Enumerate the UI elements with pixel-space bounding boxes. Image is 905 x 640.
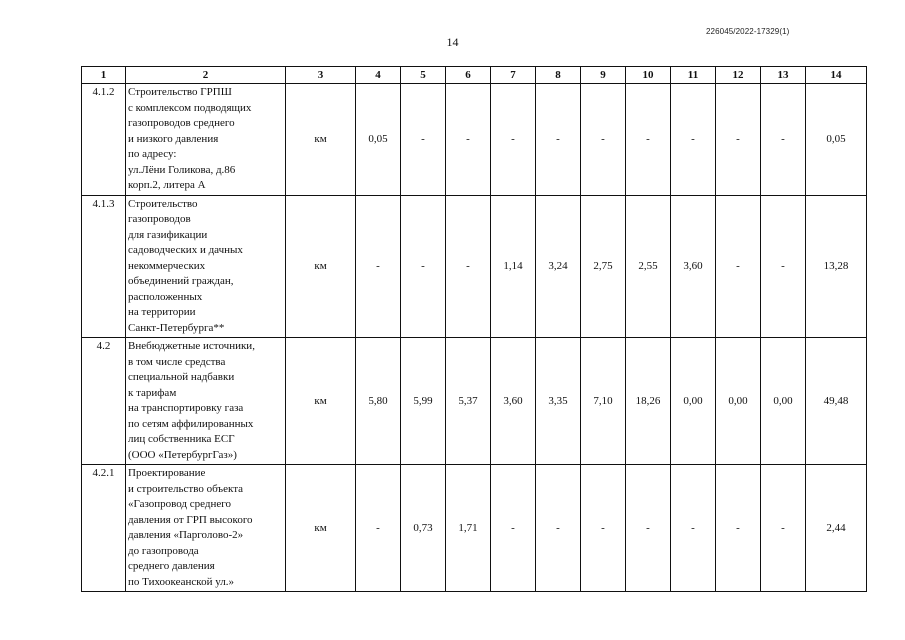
description-line: до газопровода <box>128 544 199 557</box>
row-description <box>126 195 286 338</box>
row-value: 7,10 <box>581 338 626 465</box>
row-unit: км <box>286 338 356 465</box>
row-value: 5,99 <box>401 338 446 465</box>
row-value: - <box>581 84 626 196</box>
description-line: расположенных <box>128 290 203 303</box>
column-header: 8 <box>536 67 581 84</box>
description-line: с комплексом подводящих <box>128 101 252 114</box>
row-value: 3,60 <box>491 338 536 465</box>
row-value: 2,75 <box>581 195 626 338</box>
row-value: - <box>626 465 671 592</box>
row-value: 0,73 <box>401 465 446 592</box>
description-line: для газификации <box>128 228 208 241</box>
column-header: 10 <box>626 67 671 84</box>
description-line: и строительство объекта <box>128 482 244 495</box>
row-value: 2,55 <box>626 195 671 338</box>
row-value: 3,60 <box>671 195 716 338</box>
row-value: - <box>536 465 581 592</box>
row-value: - <box>626 84 671 196</box>
page-number: 14 <box>446 35 459 49</box>
row-value: - <box>716 195 761 338</box>
description-line: лиц собственника ЕСГ <box>128 433 235 445</box>
description-line: по сетям аффилированных <box>128 417 254 430</box>
column-header: 1 <box>82 67 126 84</box>
description-line: газопроводов <box>128 213 191 225</box>
row-value: 1,14 <box>491 195 536 338</box>
row-value: 18,26 <box>626 338 671 465</box>
row-value: 3,24 <box>536 195 581 338</box>
row-value: 0,05 <box>356 84 401 196</box>
description-line: (ООО «ПетербургГаз») <box>128 448 237 461</box>
column-header: 11 <box>671 67 716 84</box>
document-number: 226045/2022-17329(1) <box>706 27 790 36</box>
description-line: газопроводов среднего <box>128 117 235 129</box>
row-value: 2,44 <box>806 465 867 592</box>
column-header: 13 <box>761 67 806 84</box>
row-value: 0,05 <box>806 84 867 196</box>
column-header: 9 <box>581 67 626 84</box>
row-value: - <box>761 195 806 338</box>
row-value: - <box>716 84 761 196</box>
row-unit: км <box>286 84 356 196</box>
row-unit: км <box>286 195 356 338</box>
description-line: ул.Лёни Голикова, д.86 <box>128 163 236 176</box>
table-body <box>82 84 867 592</box>
row-description <box>126 465 286 592</box>
row-code: 4.2 <box>82 338 126 465</box>
row-value: 5,37 <box>446 338 491 465</box>
description-line: специальной надбавки <box>128 371 235 383</box>
description-line: объединений граждан, <box>128 275 234 287</box>
description-line: некоммерческих <box>128 259 206 272</box>
description-line: давления от ГРП высокого <box>128 513 253 526</box>
row-value: - <box>401 195 446 338</box>
data-table <box>81 66 867 592</box>
description-line: к тарифам <box>128 386 177 399</box>
row-value: - <box>716 465 761 592</box>
description-line: на территории <box>128 306 196 318</box>
column-header: 4 <box>356 67 401 84</box>
row-code: 4.2.1 <box>82 465 126 592</box>
row-value: - <box>491 465 536 592</box>
column-header: 5 <box>401 67 446 84</box>
row-value: - <box>536 84 581 196</box>
description-line: Проектирование <box>128 467 206 479</box>
row-value: - <box>671 84 716 196</box>
description-line: давления «Парголово-2» <box>128 529 244 541</box>
row-description <box>126 84 286 196</box>
column-header: 7 <box>491 67 536 84</box>
table-row <box>82 84 867 196</box>
description-line: Внебюджетные источники, <box>128 340 255 352</box>
description-line: по адресу: <box>128 148 177 160</box>
row-code: 4.1.2 <box>82 84 126 196</box>
row-value: 0,00 <box>671 338 716 465</box>
column-header: 2 <box>126 67 286 84</box>
description-line: среднего давления <box>128 560 215 572</box>
description-line: Строительство ГРПШ <box>128 86 232 98</box>
row-value: 49,48 <box>806 338 867 465</box>
row-unit: км <box>286 465 356 592</box>
row-value: 5,80 <box>356 338 401 465</box>
table-row <box>82 195 867 338</box>
row-value: - <box>446 195 491 338</box>
row-value: - <box>761 465 806 592</box>
row-value: 13,28 <box>806 195 867 338</box>
column-header: 12 <box>716 67 761 84</box>
column-header: 3 <box>286 67 356 84</box>
row-value: - <box>446 84 491 196</box>
table-row <box>82 338 867 465</box>
row-value: 0,00 <box>761 338 806 465</box>
description-line: в том числе средства <box>128 355 226 368</box>
row-value: - <box>491 84 536 196</box>
table-row <box>82 465 867 592</box>
description-line: Санкт-Петербурга** <box>128 321 225 334</box>
row-value: 3,35 <box>536 338 581 465</box>
description-line: садоводческих и дачных <box>128 244 243 256</box>
row-value: - <box>401 84 446 196</box>
row-value: 1,71 <box>446 465 491 592</box>
row-value: - <box>356 465 401 592</box>
description-line: корп.2, литера А <box>128 179 206 191</box>
row-value: - <box>356 195 401 338</box>
table-header-row <box>82 67 867 84</box>
description-line: и низкого давления <box>128 132 219 145</box>
description-line: по Тихоокеанской ул.» <box>128 575 234 588</box>
row-value: - <box>761 84 806 196</box>
row-description <box>126 338 286 465</box>
row-value: - <box>671 465 716 592</box>
description-line: на транспортировку газа <box>128 402 244 414</box>
column-header: 6 <box>446 67 491 84</box>
description-line: Строительство <box>128 197 198 210</box>
row-code: 4.1.3 <box>82 195 126 338</box>
row-value: 0,00 <box>716 338 761 465</box>
description-line: «Газопровод среднего <box>128 498 232 510</box>
column-header: 14 <box>806 67 867 84</box>
row-value: - <box>581 465 626 592</box>
